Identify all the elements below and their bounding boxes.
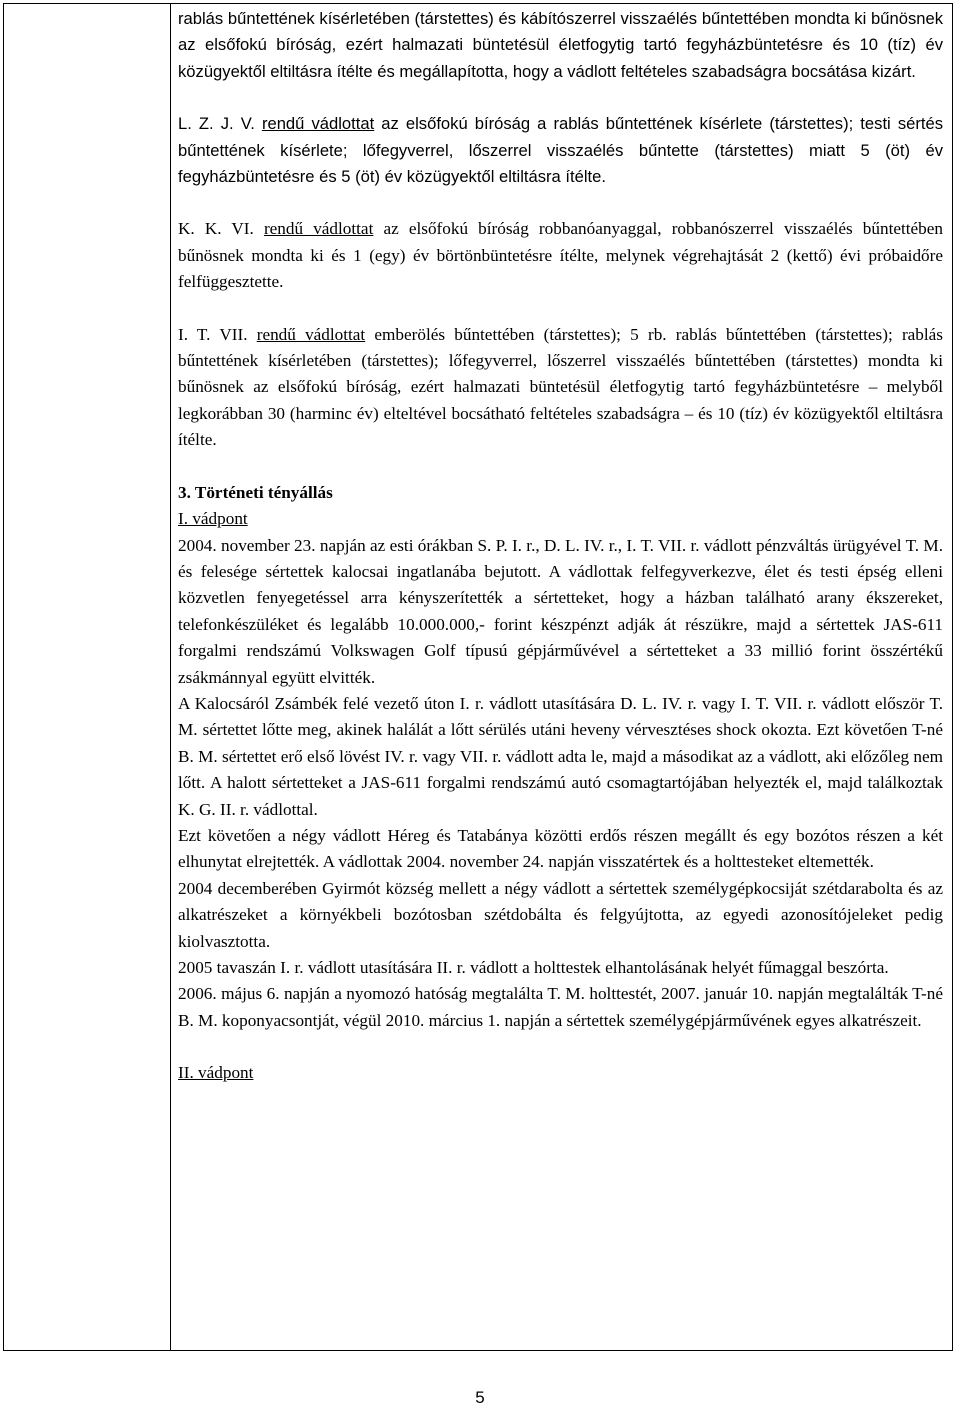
fact-paragraph: 2006. május 6. napján a nyomozó hatóság megtalálta T. M. holttestét, 2007. január 10. napján megtalálták T-né B. M. koponyacsontját, végül 2010. március 1. napján a sértettek személygépjárművének egyes alkatrészeit. xyxy=(178,984,943,1030)
defendant-v-text: az elsőfokú bíróság a rablás bűntettének kísérlete (társtettes); testi sértés bűntettének kísérlete; lőfegyverrel, lőszerrel visszaélés bűntette (társtettes) miatt 5 (öt) év fegyházbüntetésre és 5 (öt) év közügyektől eltiltásra ítélte. xyxy=(178,114,944,187)
subheading-charge-2: II. vádpont xyxy=(178,1063,254,1083)
defendant-vi-text: az elsőfokú bíróság robbanóanyaggal, robbanószerrel visszaélés bűntettében bűnösnek mondta ki és 1 (egy) év börtönbüntetésre ítélte, melynek végrehajtását 2 (kettő) évi próbaidőre felfüggesztette. xyxy=(178,219,943,292)
paragraph-defendant-vii xyxy=(178,322,943,454)
defendant-v-underlined: rendű vádlottat xyxy=(261,114,375,134)
paragraph-defendant-vi xyxy=(178,216,943,295)
defendant-vii-text: emberölés bűntettében (társtettes); 5 rb. rablás bűntettében (társtettes); rablás bűntettének kísérletében (társtettes); lőfegyverrel, lőszerrel visszaélés bűntettében (társtettes) mondta ki bűnösnek az elsőfokú bíróság, ezért halmazati büntetésül életfogytig tartó fegyházbüntetésre – melyből legkorábban 30 (harminc év) elteltével bocsátható feltételes szabadságra – és 10 (tíz) év közügyektől eltiltásra ítélte. xyxy=(178,324,943,450)
paragraph-verdict-continued: rablás bűntettének kísérletében (társtettes) és kábítószerrel visszaélés bűntettében mondta ki bűnösnek az elsőfokú bíróság, ezért halmazati büntetésül életfogytig tartó fegyházbüntetésre és 10 (tíz) év közügyektől eltiltásra ítélte és megállapította, hogy a vádlott feltételes szabadságra bocsátása kizárt. xyxy=(178,9,943,81)
fact-paragraph: A Kalocsáról Zsámbék felé vezető úton I. r. vádlott utasítására D. L. IV. r. vagy I. T. VII. r. vádlott először T. M. sértettet lőtte meg, akinek halálát a lőtt sérülés utáni heveny vérvesztéses shock okozta. Ezt követően T-né B. M. sértettet erő első lövést IV. r. vagy VII. r. vádlott adta le, majd a másodikat az a vádlott, aki előzőleg nem lőtt. A halott sértetteket a JAS-611 forgalmi rendszámú autó csomagtartójában helyezték el, majd találkoztak K. G. II. r. vádlottal. xyxy=(178,693,943,819)
section-heading: 3. Történeti tényállás xyxy=(178,482,333,502)
document-body xyxy=(178,6,943,1087)
subheading-charge-1: I. vádpont xyxy=(178,509,248,529)
page-number: 5 xyxy=(475,1388,485,1407)
fact-paragraph: 2004. november 23. napján az esti órákban S. P. I. r., D. L. IV. r., I. T. VII. r. vádlott pénzváltás ürügyével T. M. és felesége sértettek kalocsai ingatlanába bejutott. A vádlottak felfegyverkezve, élet és testi épség elleni közvetlen fenyegetéssel arra kényszerítették a sértetteket, hogy a házban található arany ékszereket, telefonkészüléket és legalább 10.000.000,- forint készpénzt adják át részükre, majd a sértettek JAS-611 forgalmi rendszámú Volkswagen Golf típusú gépjárművével a sértetteket a 33 millió forint összértékű zsákmánnyal együtt elvitték. xyxy=(178,535,943,687)
defendant-vi-underlined: rendű vádlottat xyxy=(263,219,374,239)
defendant-vii-underlined: rendű vádlottat xyxy=(256,324,366,344)
paragraph-defendant-v xyxy=(178,111,943,190)
defendant-vi-ref: K. K. VI. xyxy=(178,219,264,239)
fact-paragraph: 2004 decemberében Gyirmót község mellett a négy vádlott a sértettek személygépkocsiját szétdarabolta és az alkatrészeket a környékbeli bozótosban szétdobálta és felgyújtotta, az egyedi azonosítójeleket pedig kiolvasztotta. xyxy=(178,878,943,951)
defendant-v-ref: L. Z. J. V. xyxy=(178,114,262,134)
fact-paragraph: Ezt követően a négy vádlott Héreg és Tatabánya közötti erdős részen megállt és egy bozótos részen a két elhunytat elrejtették. A vádlottak 2004. november 24. napján visszatértek és a holttesteket eltemették. xyxy=(178,825,943,872)
defendant-vii-ref: I. T. VII. xyxy=(178,324,257,344)
fact-paragraph: 2005 tavaszán I. r. vádlott utasítására II. r. vádlott a holttestek elhantolásának helyét fűmaggal beszórta. xyxy=(178,958,889,977)
left-margin-column xyxy=(4,4,171,1350)
